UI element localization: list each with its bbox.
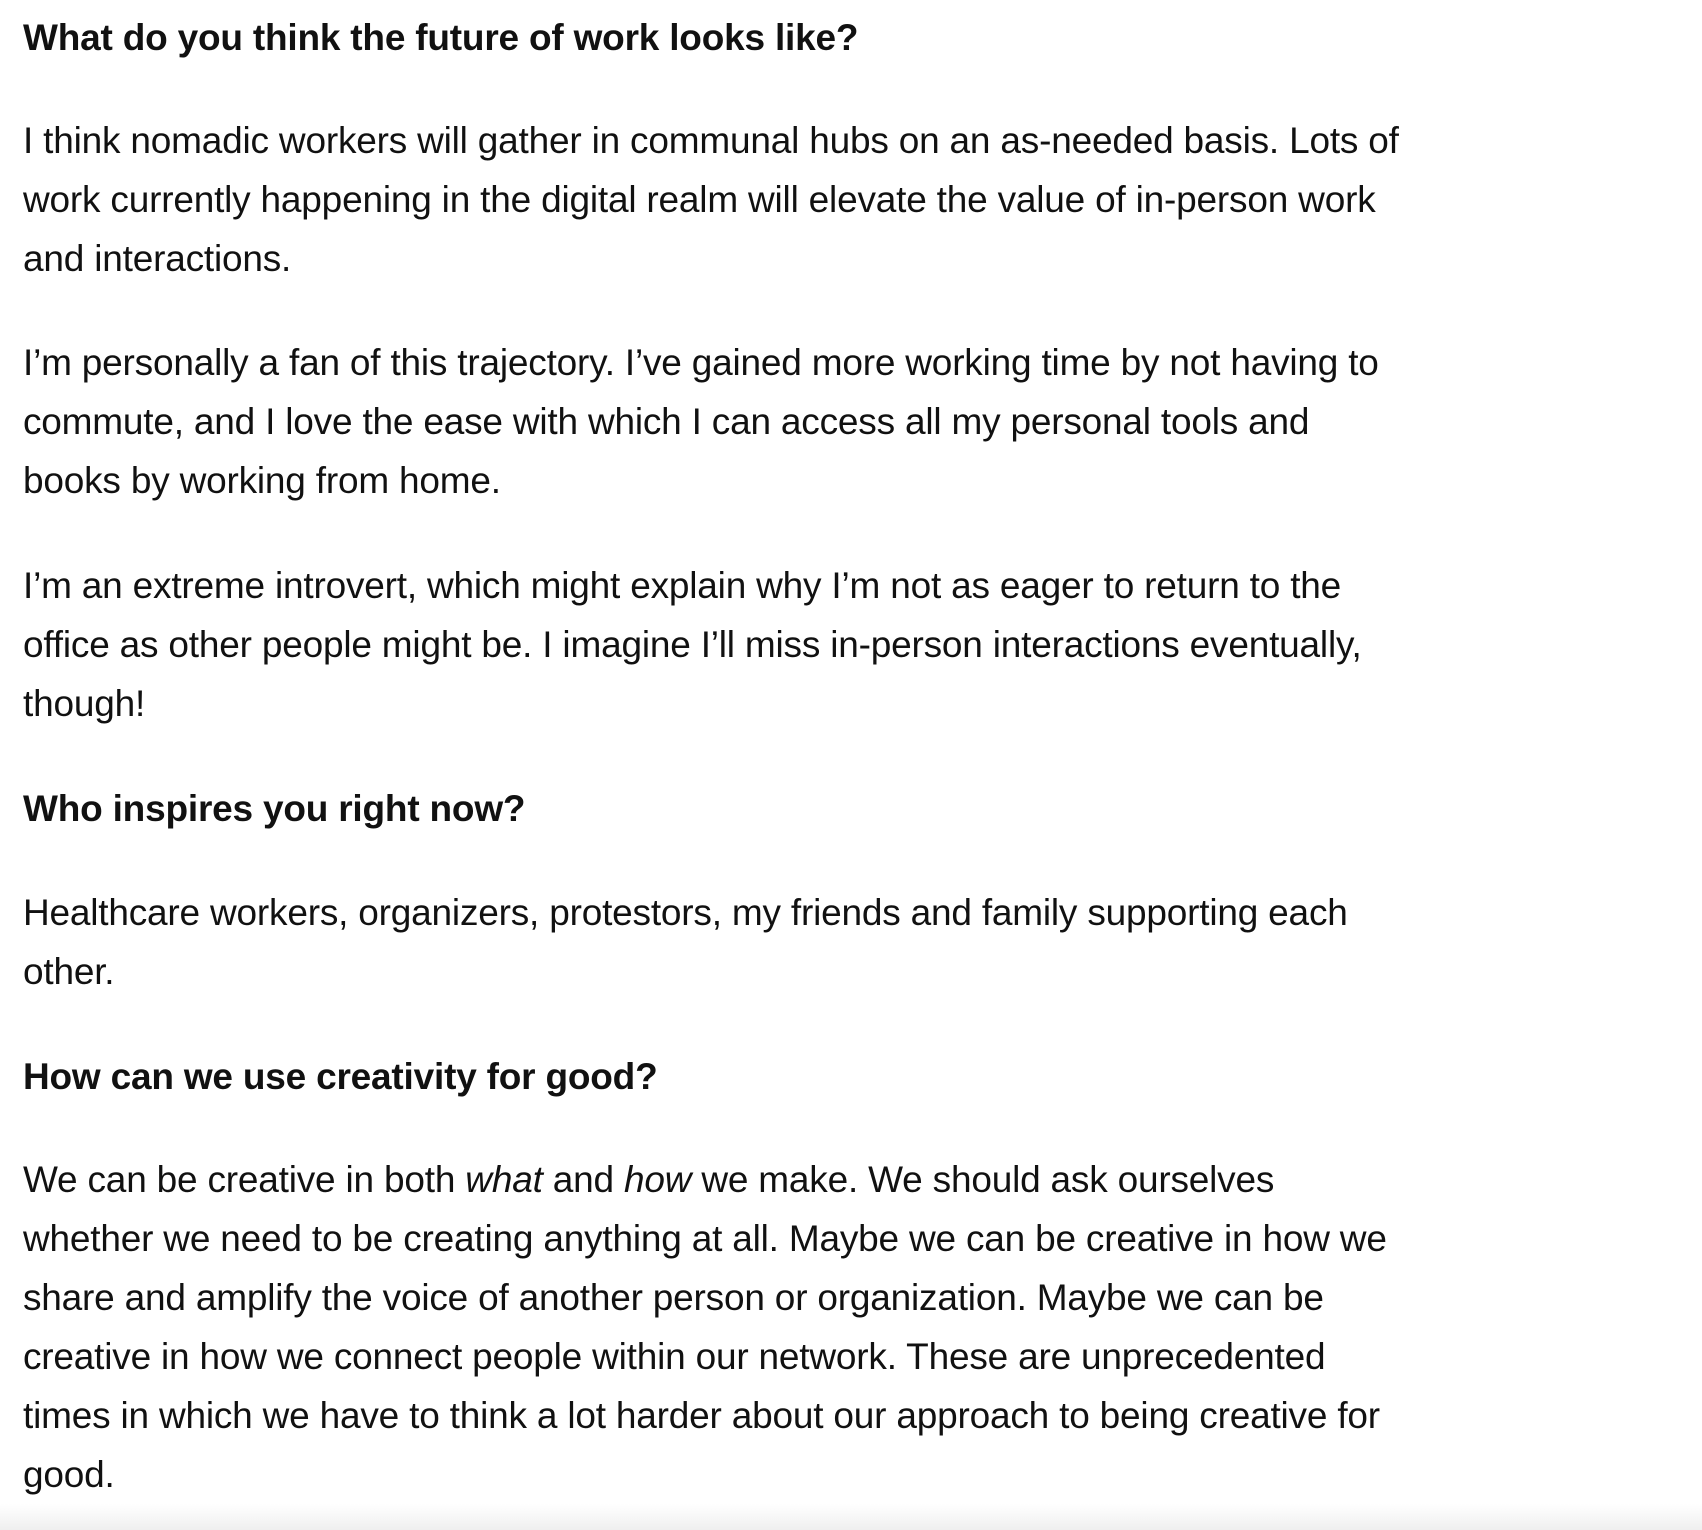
text-fragment: we make. We should ask ourselves	[691, 1159, 1275, 1200]
text-line: I’m personally a fan of this trajectory. I’ve gained more working time by not having to	[23, 342, 1379, 383]
text-line: creative in how we connect people within our network. These are unprecedented	[23, 1336, 1326, 1377]
emphasis-how: how	[623, 1159, 692, 1200]
text-fragment: We can be creative in both	[23, 1159, 466, 1200]
text-line: I’m an extreme introvert, which might explain why I’m not as eager to return to the	[23, 565, 1342, 606]
text-line-with-emphasis	[23, 1150, 1387, 1209]
answer-who-inspires	[23, 883, 1348, 1001]
answer-future-of-work-paragraph-3	[23, 556, 1362, 733]
question-creativity-for-good: How can we use creativity for good?	[23, 1056, 658, 1097]
text-line: commute, and I love the ease with which I can access all my personal tools and	[23, 401, 1310, 442]
text-line: office as other people might be. I imagine I’ll miss in-person interactions eventually,	[23, 624, 1362, 665]
bottom-scroll-fade	[0, 1504, 1702, 1530]
text-line: good.	[23, 1454, 115, 1495]
text-line: books by working from home.	[23, 460, 501, 501]
text-line: and interactions.	[23, 238, 292, 279]
text-line: work currently happening in the digital realm will elevate the value of in-person work	[23, 179, 1376, 220]
text-line: share and amplify the voice of another person or organization. Maybe we can be	[23, 1277, 1324, 1318]
question-future-of-work: What do you think the future of work looks like?	[23, 17, 859, 58]
answer-future-of-work-paragraph-1	[23, 111, 1399, 288]
text-line: Healthcare workers, organizers, protestors, my friends and family supporting each	[23, 892, 1348, 933]
text-line: other.	[23, 951, 115, 992]
question-who-inspires: Who inspires you right now?	[23, 788, 526, 829]
text-line: though!	[23, 683, 146, 724]
text-line: times in which we have to think a lot harder about our approach to being creative for	[23, 1395, 1380, 1436]
answer-creativity-for-good	[23, 1150, 1387, 1504]
text-line: I think nomadic workers will gather in communal hubs on an as-needed basis. Lots of	[23, 120, 1399, 161]
emphasis-what: what	[465, 1159, 543, 1200]
text-fragment: and	[542, 1159, 624, 1200]
text-line: whether we need to be creating anything at all. Maybe we can be creative in how we	[23, 1218, 1387, 1259]
answer-future-of-work-paragraph-2	[23, 333, 1379, 510]
